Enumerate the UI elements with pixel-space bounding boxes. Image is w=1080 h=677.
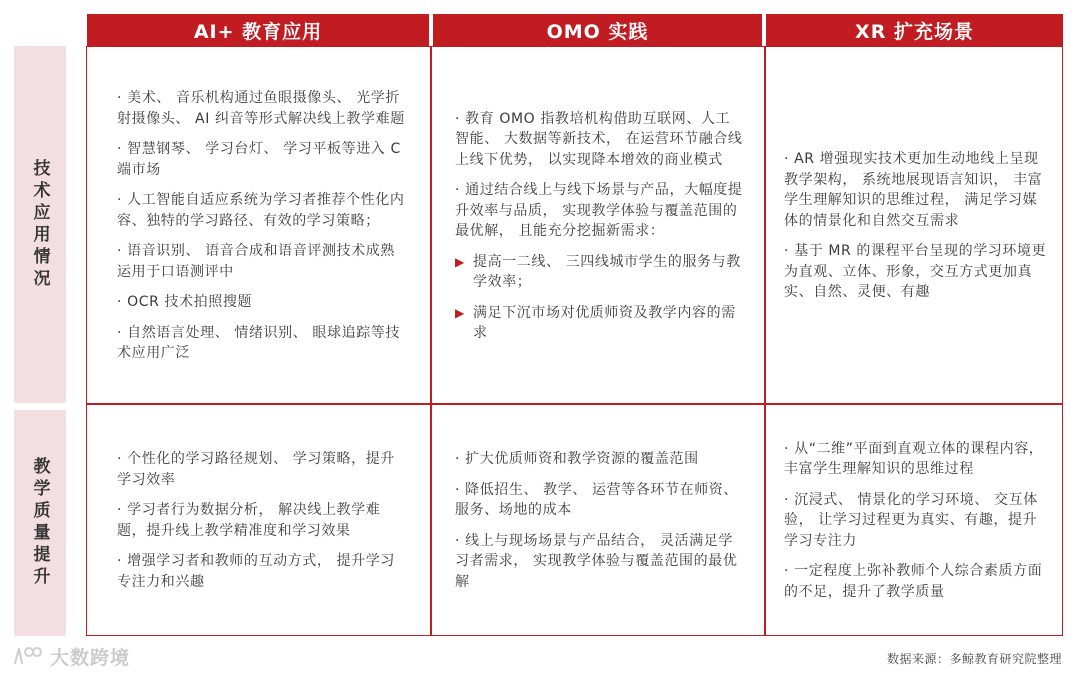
column-header-xr: XR 扩充场景 (766, 14, 1063, 46)
row-divider (87, 403, 1062, 405)
list-item: · 线上与现场场景与产品结合， 灵活满足学习者需求， 实现教学体验与覆盖范围的最优解 (455, 532, 738, 590)
column-divider (430, 47, 432, 635)
list-item: · 沉浸式、 情景化的学习环境、 交互体验， 让学习过程更为真实、有趣，提升学习专注力 (784, 491, 1038, 549)
sub-list-item-text: 提高一二线、 三四线城市学生的服务与教学效率； (473, 253, 741, 290)
list-item: · 通过结合线上与线下场景与产品，大幅度提升效率与品质， 实现教学体验与覆盖范围的最优解， 且能充分挖掘新需求： (455, 182, 743, 239)
list-item: · 教育 OMO 指教培机构借助互联网、人工智能、 大数据等新技术， 在运营环节融合线上线下优势， 以实现降本增效的商业模式 (455, 110, 743, 168)
content-grid (86, 46, 1063, 636)
cell-tech-ai (117, 51, 407, 401)
column-divider (764, 47, 766, 635)
cell-tech-xr (784, 51, 1049, 401)
cell-quality-xr (784, 406, 1049, 635)
row-label-teaching-quality: 教学质量提升 (14, 410, 66, 636)
list-item: · 个性化的学习路径规划、 学习策略，提升学习效率 (117, 451, 395, 488)
list-item: · 扩大优质师资和教学资源的覆盖范围 (455, 451, 699, 467)
watermark-text: 大数跨境 (50, 646, 131, 669)
list-item: · 自然语言处理、 情绪识别、 眼球追踪等技术应用广泛 (117, 324, 400, 362)
column-header-ai-education: AI+ 教育应用 (87, 14, 429, 46)
list-item: · OCR 技术拍照搜题 (117, 294, 253, 311)
data-source: 数据来源：多鲸教育研究院整理 (886, 652, 1062, 666)
list-item: · 智慧钢琴、 学习台灯、 学习平板等进入 C 端市场 (117, 141, 401, 178)
list-item: · 学习者行为数据分析， 解决线上教学难题，提升线上教学精准度和学习效果 (117, 502, 381, 539)
list-item: · 基于 MR 的课程平台呈现的学习环境更为直观、立体、形象，交互方式更加真实、自然、灵便、有趣 (784, 243, 1047, 301)
cell-quality-omo (455, 406, 743, 635)
sub-list-item-text: 满足下沉市场对优质师资及教学内容的需求 (473, 304, 736, 341)
list-item: · 降低招生、 教学、 运营等各环节在师资、服务、场地的成本 (455, 481, 738, 518)
list-item: · 人工智能自适应系统为学习者推荐个性化内容、独特的学习路径、有效的学习策略； (117, 192, 405, 229)
cell-tech-omo (455, 51, 743, 401)
triangle-bullet-icon: ▶ (455, 254, 465, 269)
list-item: · 增强学习者和教师的互动方式， 提升学习专注力和兴趣 (117, 553, 395, 590)
column-header-omo: OMO 实践 (433, 14, 762, 46)
watermark-logo-icon (10, 643, 44, 669)
cell-quality-ai (117, 406, 407, 635)
triangle-bullet-icon: ▶ (455, 305, 465, 320)
list-item: · 语音识别、 语音合成和语音评测技术成熟运用于口语测评中 (117, 243, 395, 280)
sub-list-item (455, 252, 743, 293)
row-label-tech-application: 技术应用情况 (14, 46, 66, 403)
watermark (10, 641, 130, 671)
list-item: · AR 增强现实技术更加生动地线上呈现教学架构， 系统地展现语言知识， 丰富学生理解知识的思维过程， 满足学习媒体的情景化和自然交互需求 (784, 151, 1043, 229)
list-item: · 从“二维”平面到直观立体的课程内容， 丰富学生理解知识的思维过程 (784, 440, 1044, 478)
sub-list-item (455, 303, 743, 344)
list-item: · 美术、 音乐机构通过鱼眼摄像头、 光学折射摄像头、 AI 纠音等形式解决线上教学难题 (117, 90, 405, 127)
list-item: · 一定程度上弥补教师个人综合素质方面的不足，提升了教学质量 (784, 563, 1043, 600)
